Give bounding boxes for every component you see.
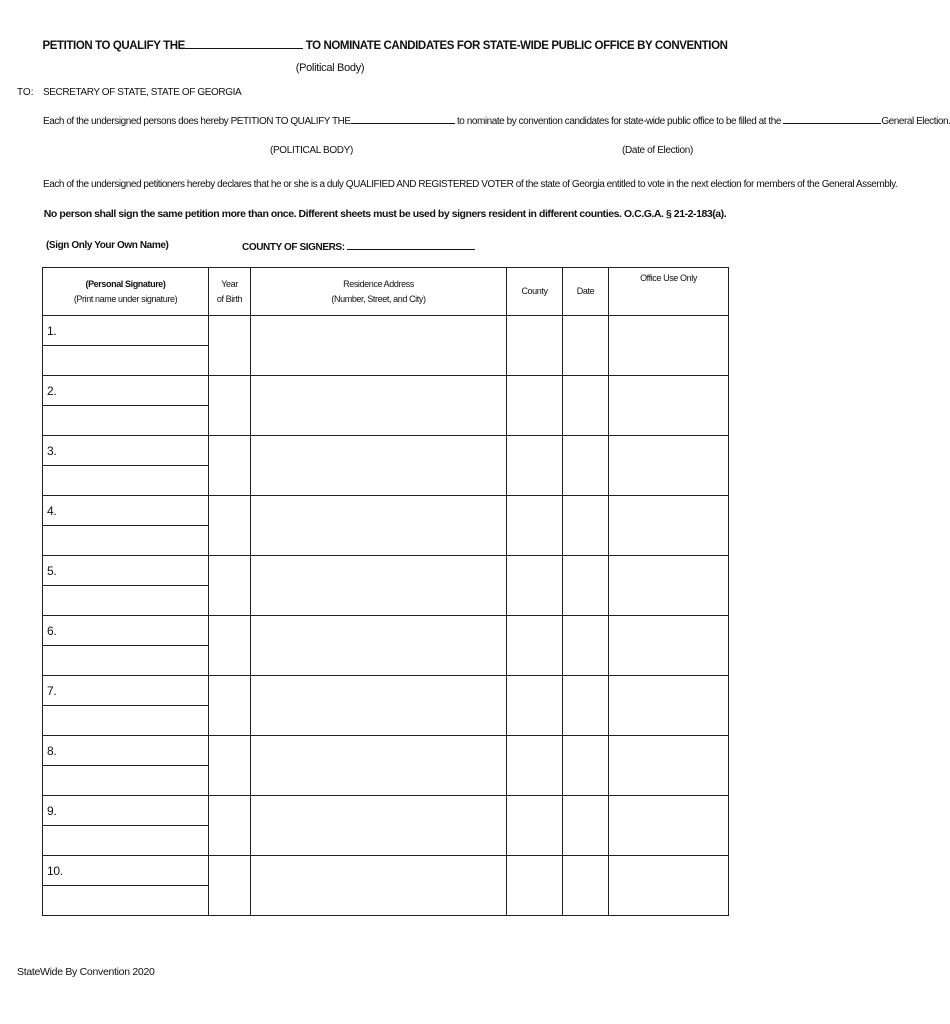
office-use-field [609,436,729,496]
signature-row [43,856,729,886]
year-header-top: Year [221,278,238,289]
date-field[interactable] [563,556,609,616]
signature-row [43,496,729,526]
recipient: SECRETARY OF STATE, STATE OF GEORGIA [43,87,242,98]
year-of-birth-field[interactable] [209,676,251,736]
signature-header-top: (Personal Signature) [85,278,166,289]
row-number: 2. [47,383,57,398]
print-name-field[interactable] [43,766,209,796]
print-name-field[interactable] [43,406,209,436]
county-field[interactable] [507,556,563,616]
county-column-header: County [507,268,563,316]
title-end: TO NOMINATE CANDIDATES FOR STATE-WIDE PUBLIC OFFICE BY CONVENTION [305,40,728,52]
county-of-signers-label: COUNTY OF SIGNERS: [242,242,345,253]
year-of-birth-field[interactable] [209,736,251,796]
office-use-field [609,676,729,736]
sign-own-name-note: (Sign Only Your Own Name) [46,240,169,251]
signature-row [43,796,729,826]
county-of-signers [242,240,475,253]
year-of-birth-field[interactable] [209,316,251,376]
petition-title [0,38,770,52]
statement-part2: to nominate by convention candidates for state-wide public office to be filled at the [456,116,781,127]
signature-row [43,676,729,706]
print-name-field[interactable] [43,886,209,916]
residence-address-field[interactable] [251,736,507,796]
year-of-birth-field[interactable] [209,616,251,676]
election-date-field[interactable] [783,114,881,124]
signature-field[interactable] [43,796,209,826]
date-field[interactable] [563,856,609,916]
signature-table [42,267,729,916]
print-name-field[interactable] [43,706,209,736]
office-use-field [609,736,729,796]
statement-part1: Each of the undersigned persons does hereby PETITION TO QUALIFY THE [43,116,351,127]
row-number: 4. [47,503,57,518]
residence-address-field[interactable] [251,616,507,676]
form-footer: StateWide By Convention 2020 [17,966,155,978]
date-field[interactable] [563,616,609,676]
political-body-blank[interactable] [185,38,303,49]
year-of-birth-field[interactable] [209,496,251,556]
signature-row [43,376,729,406]
row-number: 9. [47,803,57,818]
date-field[interactable] [563,496,609,556]
office-use-field [609,796,729,856]
year-of-birth-field[interactable] [209,556,251,616]
address-column-header [251,268,507,316]
date-of-election-caption: (Date of Election) [622,145,693,156]
residence-address-field[interactable] [251,856,507,916]
political-body-field[interactable] [351,114,455,124]
residence-address-field[interactable] [251,556,507,616]
row-number: 10. [47,863,63,878]
signature-header-bottom: (Print name under signature) [73,293,178,304]
address-header-bottom: (Number, Street, and City) [331,293,426,304]
county-field[interactable] [507,496,563,556]
county-field[interactable] [507,676,563,736]
year-of-birth-field[interactable] [209,796,251,856]
residence-address-field[interactable] [251,376,507,436]
date-field[interactable] [563,436,609,496]
address-header-top: Residence Address [343,278,414,289]
signature-field[interactable] [43,736,209,766]
residence-address-field[interactable] [251,676,507,736]
signature-column-header [43,268,209,316]
signature-row [43,556,729,586]
row-number: 1. [47,323,57,338]
petition-statement [43,114,950,127]
county-of-signers-field[interactable] [347,240,475,250]
print-name-field[interactable] [43,826,209,856]
office-use-field [609,496,729,556]
residence-address-field[interactable] [251,496,507,556]
row-number: 7. [47,683,57,698]
year-of-birth-field[interactable] [209,376,251,436]
date-field[interactable] [563,676,609,736]
year-of-birth-field[interactable] [209,856,251,916]
residence-address-field[interactable] [251,796,507,856]
year-header-bottom: of Birth [216,293,243,304]
signature-field[interactable] [43,856,209,886]
signature-field[interactable] [43,316,209,346]
signature-row [43,436,729,466]
office-use-field [609,376,729,436]
print-name-field[interactable] [43,346,209,376]
residence-address-field[interactable] [251,316,507,376]
signature-field[interactable] [43,376,209,406]
signature-field[interactable] [43,676,209,706]
county-field[interactable] [507,856,563,916]
to-label: TO: [17,87,34,98]
print-name-field[interactable] [43,646,209,676]
signature-field[interactable] [43,436,209,466]
row-number: 3. [47,443,57,458]
statement-part3: General Election. [881,116,950,127]
county-field[interactable] [507,376,563,436]
row-number: 8. [47,743,57,758]
table-header-row [43,268,729,316]
office-use-field [609,616,729,676]
political-body-label: (Political Body) [295,62,365,74]
print-name-field[interactable] [43,586,209,616]
signature-row [43,316,729,346]
signature-field[interactable] [43,496,209,526]
date-field[interactable] [563,736,609,796]
print-name-field[interactable] [43,526,209,556]
signature-field[interactable] [43,556,209,586]
year-of-birth-column-header [209,268,251,316]
signature-field[interactable] [43,616,209,646]
office-use-field [609,556,729,616]
declaration-text: Each of the undersigned petitioners hereby declares that he or she is a duly QUALIFIED AND REGISTERED VOTER of the state of Georgia entitled to vote in the next election for members of the General Assembly. [43,179,898,190]
title-start: PETITION TO QUALIFY THE [42,40,185,52]
office-use-column-header: Office Use Only [609,268,729,316]
print-name-field[interactable] [43,466,209,496]
date-field[interactable] [563,796,609,856]
office-use-field [609,316,729,376]
residence-address-field[interactable] [251,436,507,496]
row-number: 6. [47,623,57,638]
county-field[interactable] [507,796,563,856]
row-number: 5. [47,563,57,578]
office-use-field [609,856,729,916]
county-field[interactable] [507,436,563,496]
county-field[interactable] [507,316,563,376]
county-field[interactable] [507,616,563,676]
political-body-caption: (POLITICAL BODY) [270,145,353,156]
date-field[interactable] [563,316,609,376]
signature-row [43,736,729,766]
date-column-header: Date [563,268,609,316]
warning-text: No person shall sign the same petition more than once. Different sheets must be used by signers resident in different counties. O.C.G.A. § 21-2-183(a). [43,208,727,220]
county-field[interactable] [507,736,563,796]
date-field[interactable] [563,376,609,436]
year-of-birth-field[interactable] [209,436,251,496]
signature-row [43,616,729,646]
